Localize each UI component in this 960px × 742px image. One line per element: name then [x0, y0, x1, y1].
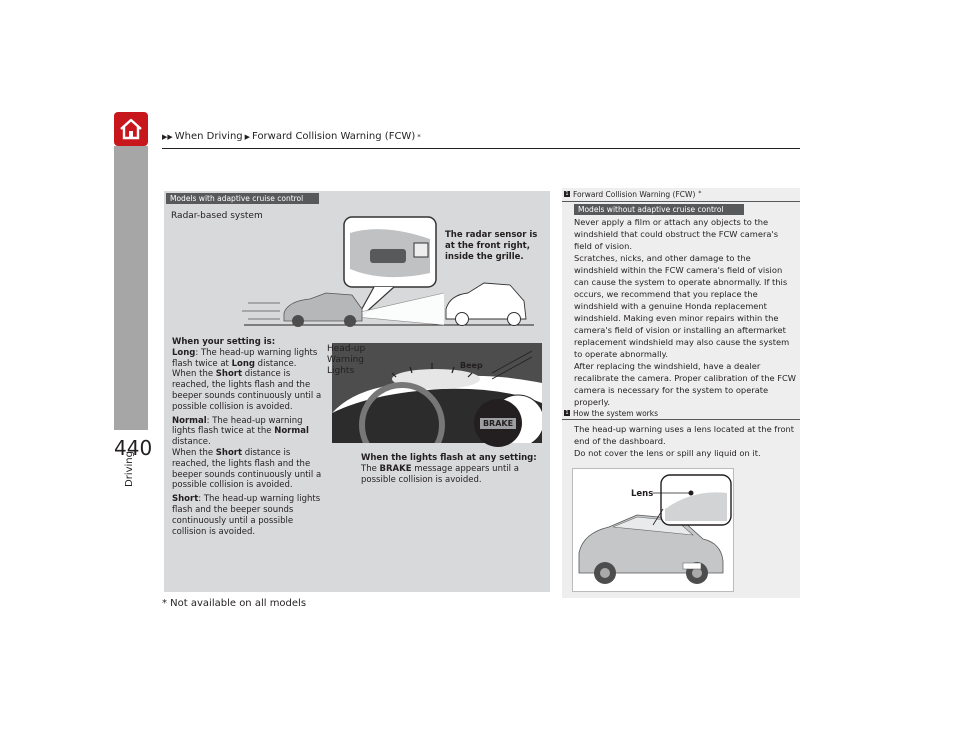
- long-text-2: distance.: [254, 358, 297, 369]
- long-text: : The head-up warning lights flash twice at: [172, 347, 318, 369]
- short-text: : The head-up warning lights flash and the beeper sounds continuously until a possible collision is avoided.: [172, 494, 321, 537]
- long-when: When the: [172, 369, 216, 380]
- lens-illustration: [572, 468, 734, 592]
- normal-when: When the: [172, 447, 216, 458]
- note-system-body: The head-up warning uses a lens located at the front end of the dashboard. Do not cover the lens or spill any liquid on it.: [574, 424, 795, 458]
- long-when-2: distance is reached, the lights flash and the beeper sounds continuously until a possible collision is avoided.: [172, 369, 322, 412]
- breadcrumb-arrow-icon: ▶▶: [162, 132, 173, 141]
- sidebar-panel: [562, 188, 800, 598]
- normal-term-2: Normal: [274, 426, 309, 437]
- flash-text-2: message appears until a possible collision is avoided.: [361, 464, 519, 485]
- model-tag: Models with adaptive cruise control: [166, 193, 319, 204]
- brake-label: BRAKE: [480, 418, 516, 429]
- note-rule: [562, 419, 800, 420]
- note-fcw-title: Forward Collision Warning (FCW): [573, 190, 696, 199]
- brake-warning-icon: [474, 399, 522, 447]
- breadcrumb-item-when-driving[interactable]: When Driving: [174, 131, 243, 142]
- breadcrumb-item-fcw[interactable]: Forward Collision Warning (FCW): [252, 131, 416, 142]
- normal-text: : The head-up warning lights flash twice at the: [172, 415, 303, 437]
- normal-text-2: distance.: [172, 437, 211, 448]
- note-fcw-heading: [564, 190, 701, 199]
- home-icon: [119, 118, 143, 140]
- note-system-title: How the system works: [573, 409, 658, 418]
- lens-label: Lens: [631, 489, 654, 499]
- normal-short: Short: [215, 447, 243, 458]
- breadcrumb-star: *: [417, 132, 421, 141]
- long-term-2: Long: [231, 358, 255, 369]
- normal-when-2: distance is reached, the lights flash and the beeper sounds continuously until a possible collision is avoided.: [172, 447, 322, 491]
- section-tab: [114, 146, 148, 430]
- normal-term: Normal: [172, 415, 207, 426]
- flash-brake: BRAKE: [379, 464, 412, 474]
- breadcrumb-arrow-icon: ▶: [244, 132, 251, 141]
- long-term: Long: [172, 347, 196, 358]
- flash-description: [361, 453, 539, 486]
- section-label: Driving: [124, 451, 135, 487]
- section-title: Radar-based system: [171, 211, 263, 221]
- car-lens-drawing: [573, 469, 734, 592]
- header-rule: [162, 148, 800, 149]
- main-panel: [164, 191, 550, 592]
- footnote: * Not available on all models: [162, 598, 307, 609]
- note-system-heading: [564, 409, 658, 418]
- note-box-icon: 1: [565, 191, 569, 197]
- sidebar-model-tag: Models without adaptive cruise control: [574, 204, 744, 215]
- note-box-icon: 1: [565, 410, 569, 416]
- home-button[interactable]: [114, 112, 148, 146]
- breadcrumb: [162, 131, 421, 142]
- setting-description: [172, 337, 326, 540]
- setting-heading: When your setting is:: [172, 337, 276, 347]
- hud-label: Head-up Warning Lights: [327, 344, 366, 376]
- radar-sensor-note: The radar sensor is at the front right, inside the grille.: [445, 230, 538, 262]
- beep-label: Beep: [460, 361, 483, 370]
- page-number: 440: [114, 436, 153, 460]
- note-fcw-star: *: [698, 190, 702, 197]
- flash-text: The: [361, 464, 380, 474]
- note-fcw-body: Never apply a film or attach any objects to the windshield that could obstruct the FCW camera's field of vision. Scratches, nicks, and other damage to the windshield within the FCW camera's field of vision can cause the system to operate abnormally. If this occurs, we recommend that you replace the windshield with a genuine Honda replacement windshield. Making even minor repairs within the camera's field of vision or installing an aftermarket replacement windshield may also cause the system to operate abnormally. After replacing the windshield, have a dealer recalibrate the camera. Proper calibration of the FCW camera is necessary for the system to operate properly.: [574, 217, 796, 407]
- flash-heading: When the lights flash at any setting:: [361, 453, 537, 463]
- note-rule: [562, 201, 800, 202]
- short-term: Short: [172, 494, 199, 505]
- long-short: Short: [215, 369, 243, 380]
